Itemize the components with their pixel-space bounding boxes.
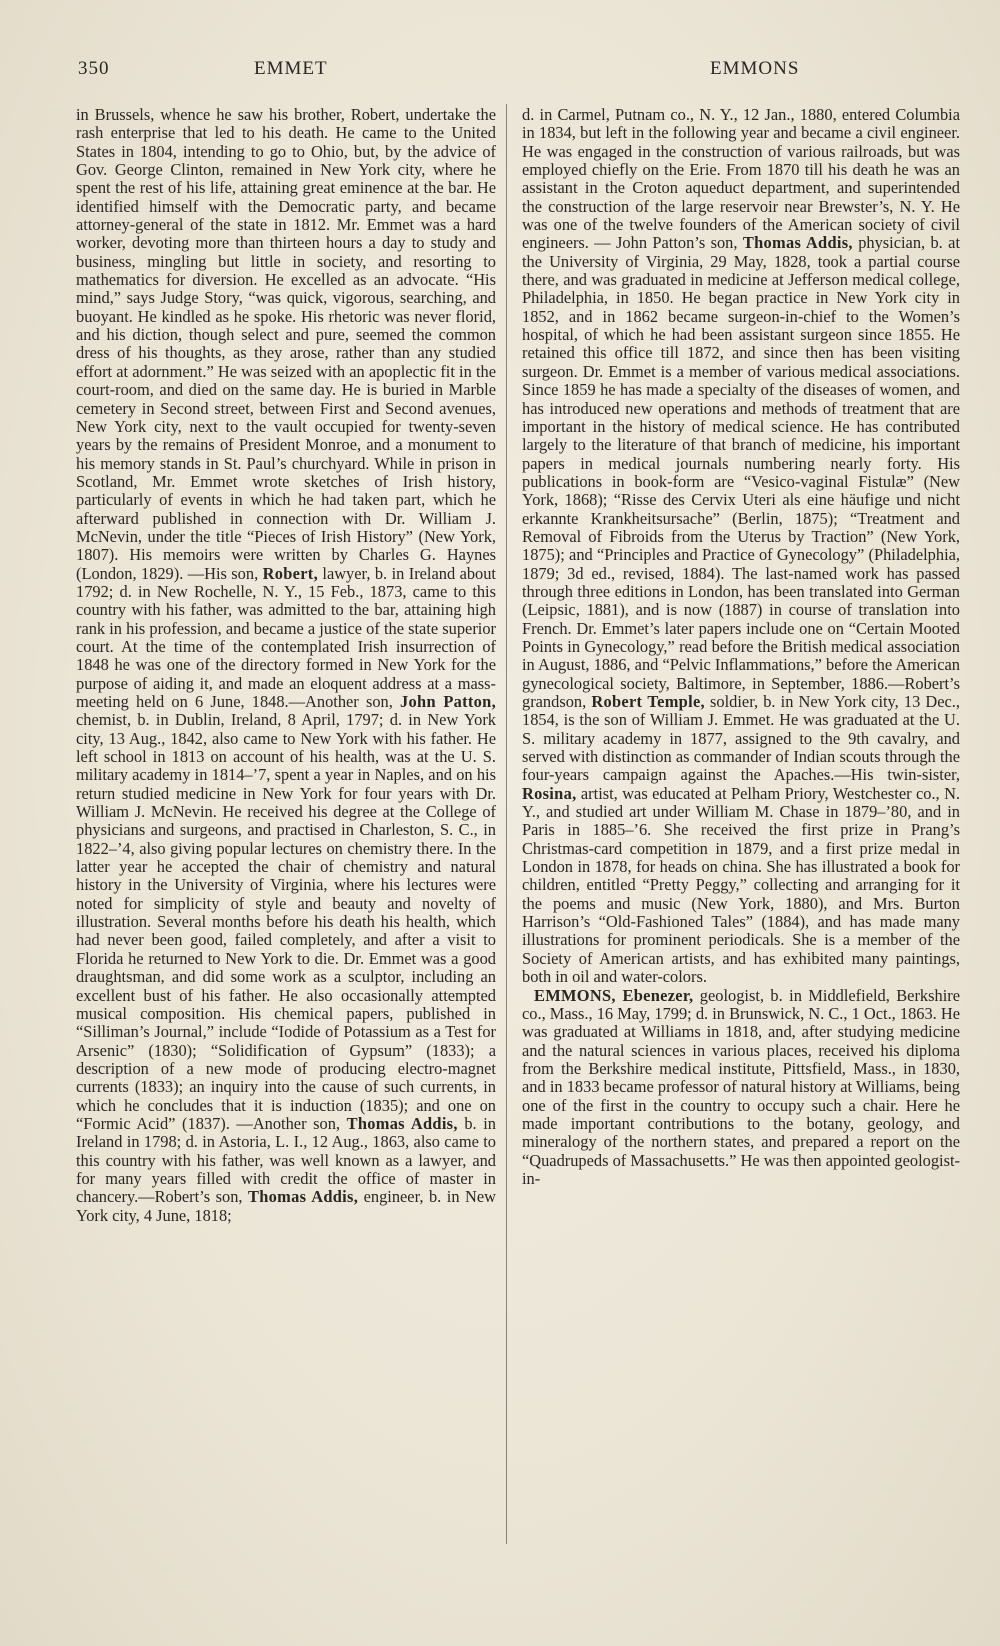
- entry-name: Thomas Addis,: [248, 1187, 359, 1207]
- left-running-heading: EMMET: [254, 58, 328, 79]
- right-running-heading: EMMONS: [710, 58, 800, 79]
- entry-name: John Patton,: [400, 692, 496, 711]
- text-run: artist, was educated at Pelham Priory, Westchester co., N. Y., and studied art under William M. Chase in 1879–’80, and in Paris in 1885–’6. She received the first prize in Prang’s Christmas-card competition in 1879, and a first prize medal in London in 1878, for heads on china. She has illustrated a book for children, entitled “Pretty Peggy,” collecting and arranging for it the poems and music (New York, 1880), and Mrs. Burton Harrison’s “Old-Fashioned Tales” (1884), and has made many illustrations for prominent periodicals. She is a member of the Society of American artists, and has exhibited many paintings, both in oil and water-colors.: [522, 783, 960, 987]
- left-text-column: [76, 106, 496, 1225]
- entry-name: Robert,: [262, 563, 318, 583]
- entry-name: Rosina,: [522, 783, 577, 803]
- entry-name: Thomas Addis,: [742, 233, 853, 253]
- emmons-entry-paragraph: [522, 987, 960, 1189]
- left-column-paragraph: [76, 106, 496, 1225]
- text-run: chemist, b. in Dublin, Ireland, 8 April, 1797; d. in New York city, 13 Aug., 1842, also came to New York with his father. He left school in 1813 on account of his health, was at the U. S. military academy in 1814–’7, spent a year in Naples, and on his return studied medicine in New York for four years with Dr. William J. McNevin. He received his degree at the College of physicians and surgeons, and practised in Charleston, S. C., in 1822–’4, also giving popular lectures on chemistry there. In the latter year he accepted the chair of chemistry and natural history in the University of Virginia, where his lectures were noted for simplicity of style and beauty and novelty of illustration. Several months before his death his health, which had never been good, failed completely, and after a visit to Florida he returned to New York to die. Dr. Emmet was a good draughtsman, and did some work as a sculptor, including an excellent bust of his father. He also occasionally attempted musical composition. His chemical papers, published in “Silliman’s Journal,” include “Iodide of Potassium as a Test for Arsenic” (1830); “Solidification of Gypsum” (1833); a description of a new mode of producing electro-magnet currents (1833); an inquiry into the cause of such currents, in which he concludes that it is induction (1835); and one on “Formic Acid” (1837). —Another son,: [76, 710, 496, 1133]
- column-divider: [506, 104, 507, 1544]
- page-number: 350: [78, 58, 110, 79]
- right-text-column: [522, 106, 960, 1188]
- text-run: engineer, b. in New York city, 4 June, 1818;: [76, 1187, 496, 1225]
- text-run: lawyer, b. in Ireland about 1792; d. in New Rochelle, N. Y., 15 Feb., 1873, came to this country with his father, was admitted to the bar, attaining high rank in his profession, and became a justice of the state superior court. At the time of the contemplated Irish insurrection of 1848 he was one of the directory formed in New York for the purpose of aiding it, and made an eloquent address at a mass-meeting held on 6 June, 1848.—Another son,: [76, 563, 496, 711]
- text-run: b. in Ireland in 1798; d. in Astoria, L. I., 12 Aug., 1863, also came to this country with his father, was well known as a lawyer, and for many years filled with credit the office of master in chancery.—Robert’s son,: [76, 1113, 496, 1207]
- entry-name: Robert Temple,: [591, 692, 705, 711]
- text-run: in Brussels, whence he saw his brother, Robert, undertake the rash enterprise that led to his death. He came to the United States in 1804, intending to go to Ohio, but, by the advice of Gov. George Clinton, remained in New York city, where he spent the rest of his life, attaining great eminence at the bar. He identified himself with the Democratic party, and became attorney-general of the state in 1812. Mr. Emmet was a hard worker, devoting more than thirteen hours a day to study and business, mingling but little in society, and resorting to mathematics for diversion. He excelled as an advocate. “His mind,” says Judge Story, “was quick, vigorous, searching, and buoyant. He kindled as he spoke. His rhetoric was never florid, and his diction, though select and pure, seemed the common dress of his thoughts, as they arose, rather than any studied effort at adornment.” He was seized with an apoplectic fit in the court-room, and died on the same day. He is buried in Marble cemetery in Second street, between First and Second avenues, New York city, next to the vault occupied for twenty-seven years by the remains of President Monroe, and a monument to his memory stands in St. Paul’s churchyard. While in prison in Scotland, Mr. Emmet wrote sketches of Irish history, particularly of events in which he had taken part, which he afterward published in connection with Dr. William J. McNevin, under the title “Pieces of Irish History” (New York, 1807). His memoirs were written by Charles G. Haynes (London, 1829). —His son,: [76, 105, 496, 583]
- entry-name: Thomas Addis,: [346, 1113, 458, 1133]
- text-run: soldier, b. in New York city, 13 Dec., 1854, is the son of William J. Emmet. He was graduated at the U. S. military academy in 1877, assigned to the 9th cavalry, and served with distinction as commander of Indian scouts through the four-years campaign against the Apaches.—His twin-sister,: [522, 692, 961, 785]
- entry-name: EMMONS, Ebenezer,: [534, 985, 694, 1005]
- right-column-paragraph: [522, 106, 960, 987]
- text-run: physician, b. at the University of Virginia, 29 May, 1828, took a partial course there, and was graduated in medicine at Jefferson medical college, Philadelphia, in 1850. He began practice in New York city in 1852, and in 1862 became surgeon-in-chief to the Women’s hospital, of which he had been assistant surgeon since 1855. He retained this office till 1872, and since then has been visiting surgeon. Dr. Emmet is a member of various medical associations. Since 1859 he has made a specialty of the diseases of women, and has introduced new operations and methods of treatment that are important in the history of medical science. He has contributed largely to the literature of that branch of medicine, his important papers in medical journals numbering nearly forty. His publications in book-form are “Vesico-vaginal Fistulæ” (New York, 1868); “Risse des Cervix Uteri als eine häufige und nicht erkannte Krankheitsursache” (Berlin, 1875); “Treatment and Removal of Fibroids from the Uterus by Traction” (New York, 1875); and “Principles and Practice of Gynecology” (Philadelphia, 1879; 3d ed., revised, 1884). The last-named work has passed through three editions in London, has been translated into German (Leipsic, 1881), and is now (1887) in course of translation into French. Dr. Emmet’s later papers include one on “Certain Mooted Points in Gynecology,” read before the British medical association in August, 1886, and “Pelvic Inflammations,” before the American gynecological society, Baltimore, in September, 1886.—Robert’s grandson,: [522, 233, 960, 711]
- text-run: d. in Carmel, Putnam co., N. Y., 12 Jan., 1880, entered Columbia in 1834, but left in the following year and became a civil engineer. He was engaged in the construction of various railroads, but was employed chiefly on the Erie. From 1870 till his death he was an assistant in the Croton aqueduct department, and superintended the construction of the large reservoir near Brewster’s, N. Y. He was one of the twelve founders of the American society of civil engineers. — John Patton’s son,: [522, 105, 960, 253]
- text-run: geologist, b. in Middlefield, Berkshire co., Mass., 16 May, 1799; d. in Brunswick, N. C., 1 Oct., 1863. He was graduated at Williams in 1818, and, after studying medicine and the natural sciences in various places, received his diploma from the Berkshire medical institute, Pittsfield, Mass., in 1830, and in 1833 became professor of natural history at Williams, being one of the first in the country to occupy such a chair. Here he made important contributions to the botany, geology, and mineralogy of the northern states, and prepared a report on the “Quadrupeds of Massachusetts.” He was then appointed geologist-in-: [522, 985, 960, 1188]
- running-head: [78, 58, 960, 88]
